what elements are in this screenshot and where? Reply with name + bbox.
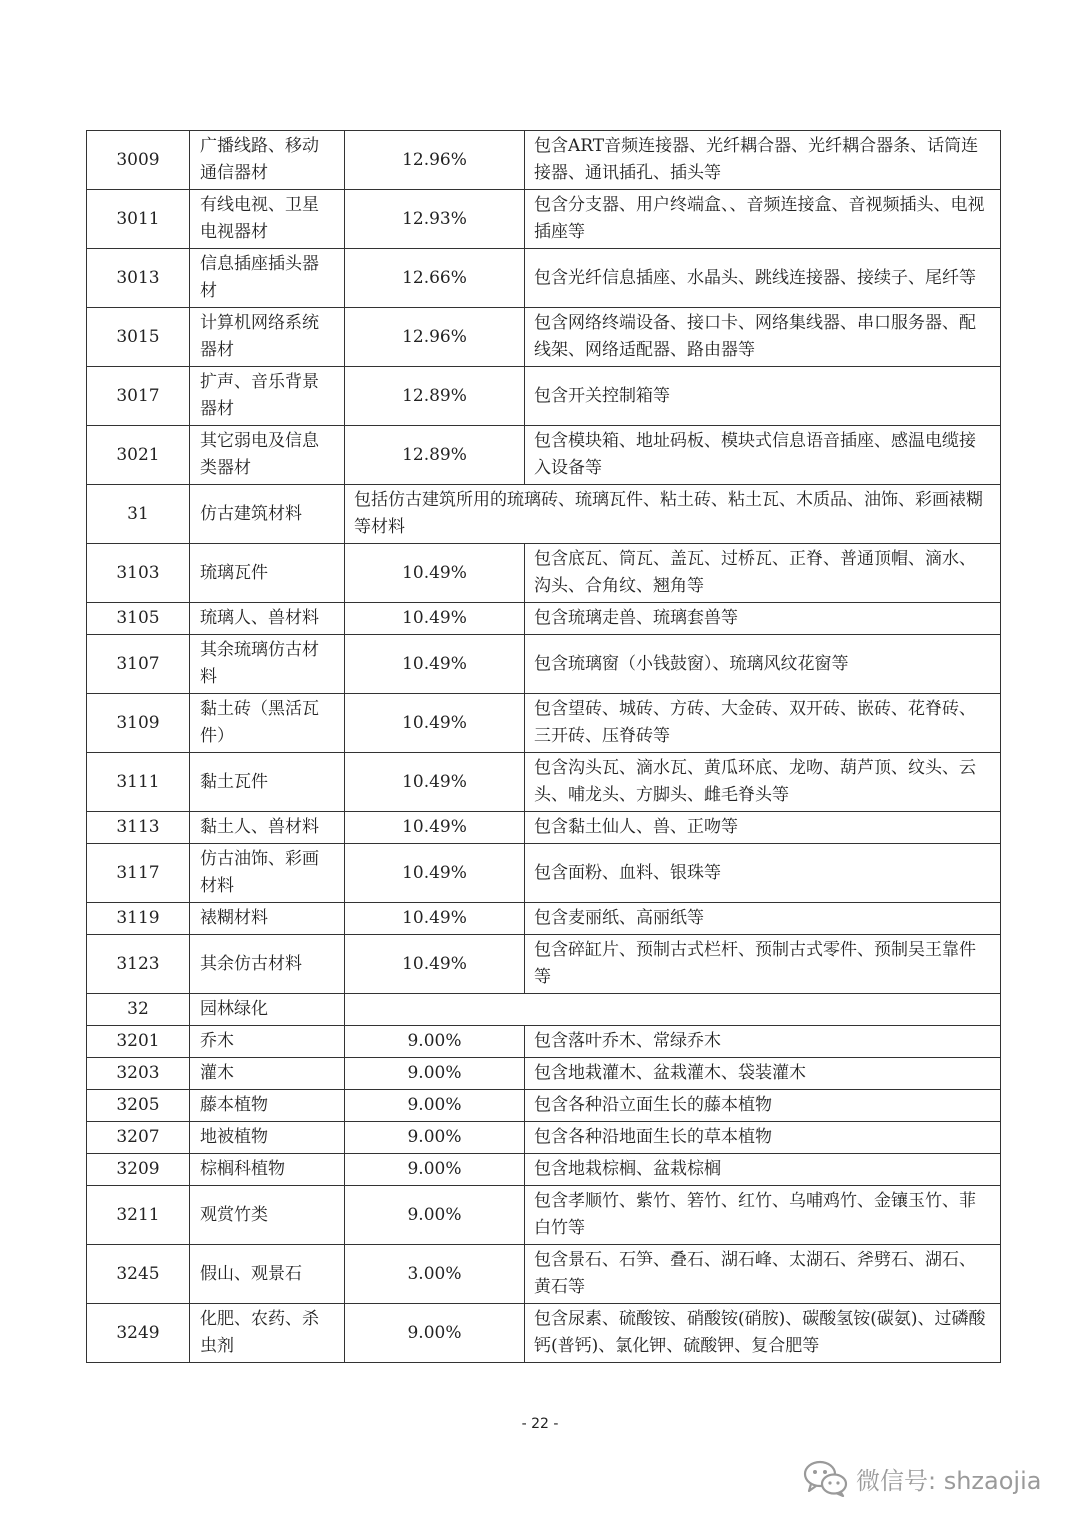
table-row — [87, 1245, 1001, 1304]
description-cell: 包含景石、石笋、叠石、湖石峰、太湖石、斧劈石、湖石、黄石等 — [525, 1245, 1001, 1304]
code-cell: 3119 — [87, 903, 190, 935]
rate-cell: 9.00% — [345, 1154, 525, 1186]
table-row — [87, 308, 1001, 367]
name-cell: 化肥、农药、杀虫剂 — [190, 1304, 345, 1363]
wechat-icon — [802, 1459, 848, 1497]
description-cell: 包含沟头瓦、滴水瓦、黄瓜环底、龙吻、葫芦顶、纹头、云头、哺龙头、方脚头、雌毛脊头等 — [525, 753, 1001, 812]
rate-cell: 9.00% — [345, 1186, 525, 1245]
section-row — [87, 994, 1001, 1026]
description-cell: 包含望砖、城砖、方砖、大金砖、双开砖、嵌砖、花脊砖、三开砖、压脊砖等 — [525, 694, 1001, 753]
rate-cell: 10.49% — [345, 603, 525, 635]
code-cell: 3209 — [87, 1154, 190, 1186]
description-cell: 包含面粉、血料、银珠等 — [525, 844, 1001, 903]
rate-cell: 12.96% — [345, 308, 525, 367]
rate-cell: 10.49% — [345, 903, 525, 935]
name-cell: 扩声、音乐背景器材 — [190, 367, 345, 426]
table-row — [87, 635, 1001, 694]
description-cell: 包含琉璃窗（小钱鼓窗）、琉璃风纹花窗等 — [525, 635, 1001, 694]
name-cell: 园林绿化 — [190, 994, 345, 1026]
code-cell: 3249 — [87, 1304, 190, 1363]
name-cell: 黏土瓦件 — [190, 753, 345, 812]
description-cell: 包含落叶乔木、常绿乔木 — [525, 1026, 1001, 1058]
description-cell: 包含各种沿立面生长的藤本植物 — [525, 1090, 1001, 1122]
table-row — [87, 1154, 1001, 1186]
code-cell: 3111 — [87, 753, 190, 812]
table-row — [87, 131, 1001, 190]
table-row — [87, 1304, 1001, 1363]
page-number: - 22 - — [521, 1416, 559, 1432]
name-cell: 计算机网络系统器材 — [190, 308, 345, 367]
description-cell: 包含光纤信息插座、水晶头、跳线连接器、接续子、尾纤等 — [525, 249, 1001, 308]
rate-cell: 10.49% — [345, 635, 525, 694]
code-cell: 32 — [87, 994, 190, 1026]
rate-cell: 9.00% — [345, 1304, 525, 1363]
table-row — [87, 935, 1001, 994]
watermark-text: 微信号: shzaojia — [856, 1466, 1042, 1495]
code-cell: 3245 — [87, 1245, 190, 1304]
table-row — [87, 544, 1001, 603]
name-cell: 有线电视、卫星电视器材 — [190, 190, 345, 249]
code-cell: 3009 — [87, 131, 190, 190]
name-cell: 裱糊材料 — [190, 903, 345, 935]
table-row — [87, 903, 1001, 935]
code-cell: 3017 — [87, 367, 190, 426]
code-cell: 3201 — [87, 1026, 190, 1058]
code-cell: 3015 — [87, 308, 190, 367]
rate-cell: 3.00% — [345, 1245, 525, 1304]
code-cell: 3011 — [87, 190, 190, 249]
description-cell: 包含琉璃走兽、琉璃套兽等 — [525, 603, 1001, 635]
description-cell: 包含ART音频连接器、光纤耦合器、光纤耦合器条、话筒连接器、通讯插孔、插头等 — [525, 131, 1001, 190]
code-cell: 3109 — [87, 694, 190, 753]
rate-cell: 10.49% — [345, 753, 525, 812]
code-cell: 3103 — [87, 544, 190, 603]
description-cell: 包含网络终端设备、接口卡、网络集线器、串口服务器、配线架、网络适配器、路由器等 — [525, 308, 1001, 367]
rate-cell: 9.00% — [345, 1026, 525, 1058]
code-cell: 3203 — [87, 1058, 190, 1090]
code-cell: 3105 — [87, 603, 190, 635]
name-cell: 棕榈科植物 — [190, 1154, 345, 1186]
description-cell: 包含模块箱、地址码板、模块式信息语音插座、感温电缆接入设备等 — [525, 426, 1001, 485]
code-cell: 31 — [87, 485, 190, 544]
name-cell: 其它弱电及信息类器材 — [190, 426, 345, 485]
code-cell: 3207 — [87, 1122, 190, 1154]
section-row — [87, 485, 1001, 544]
description-cell: 包含分支器、用户终端盒、、音频连接盒、音视频插头、电视插座等 — [525, 190, 1001, 249]
table-row — [87, 249, 1001, 308]
rate-cell: 10.49% — [345, 844, 525, 903]
name-cell: 黏土人、兽材料 — [190, 812, 345, 844]
code-cell: 3113 — [87, 812, 190, 844]
description-cell: 包含底瓦、筒瓦、盖瓦、过桥瓦、正脊、普通顶帽、滴水、沟头、合角纹、翘角等 — [525, 544, 1001, 603]
name-cell: 仿古油饰、彩画材料 — [190, 844, 345, 903]
description-cell: 包含尿素、硫酸铵、硝酸铵(硝胺)、碳酸氢铵(碳氨)、过磷酸钙(普钙)、氯化钾、硫酸钾、复合肥等 — [525, 1304, 1001, 1363]
name-cell: 观赏竹类 — [190, 1186, 345, 1245]
description-cell: 包含各种沿地面生长的草本植物 — [525, 1122, 1001, 1154]
rate-cell: 12.89% — [345, 426, 525, 485]
rate-cell: 10.49% — [345, 694, 525, 753]
name-cell: 信息插座插头器材 — [190, 249, 345, 308]
table-row — [87, 1026, 1001, 1058]
table-row — [87, 694, 1001, 753]
table-row — [87, 603, 1001, 635]
name-cell: 琉璃人、兽材料 — [190, 603, 345, 635]
table-row — [87, 1090, 1001, 1122]
rate-cell: 9.00% — [345, 1090, 525, 1122]
table-row — [87, 844, 1001, 903]
name-cell: 广播线路、移动通信器材 — [190, 131, 345, 190]
table-row — [87, 1122, 1001, 1154]
description-cell: 包含孝顺竹、紫竹、箬竹、红竹、乌哺鸡竹、金镶玉竹、菲白竹等 — [525, 1186, 1001, 1245]
rate-cell: 10.49% — [345, 812, 525, 844]
code-cell: 3211 — [87, 1186, 190, 1245]
rate-cell: 12.96% — [345, 131, 525, 190]
code-cell: 3107 — [87, 635, 190, 694]
name-cell: 地被植物 — [190, 1122, 345, 1154]
code-cell: 3117 — [87, 844, 190, 903]
description-cell: 包含麦丽纸、高丽纸等 — [525, 903, 1001, 935]
name-cell: 琉璃瓦件 — [190, 544, 345, 603]
table-row — [87, 190, 1001, 249]
rate-cell: 12.93% — [345, 190, 525, 249]
section-description-cell — [345, 994, 1001, 1026]
name-cell: 乔木 — [190, 1026, 345, 1058]
description-cell: 包含地栽灌木、盆栽灌木、袋装灌木 — [525, 1058, 1001, 1090]
table-row — [87, 812, 1001, 844]
table-body — [87, 131, 1001, 1363]
table-row — [87, 753, 1001, 812]
rate-cell: 12.89% — [345, 367, 525, 426]
rate-cell: 10.49% — [345, 544, 525, 603]
name-cell: 其余仿古材料 — [190, 935, 345, 994]
rate-cell: 9.00% — [345, 1122, 525, 1154]
section-description-cell: 包括仿古建筑所用的琉璃砖、琉璃瓦件、粘土砖、粘土瓦、木质品、油饰、彩画裱糊等材料 — [345, 485, 1001, 544]
name-cell: 假山、观景石 — [190, 1245, 345, 1304]
table-row — [87, 1058, 1001, 1090]
name-cell: 灌木 — [190, 1058, 345, 1090]
table-row — [87, 367, 1001, 426]
name-cell: 藤本植物 — [190, 1090, 345, 1122]
rate-cell: 10.49% — [345, 935, 525, 994]
table-row — [87, 1186, 1001, 1245]
code-cell: 3021 — [87, 426, 190, 485]
materials-table — [86, 130, 1001, 1363]
watermark — [802, 1458, 1041, 1498]
description-cell: 包含黏土仙人、兽、正吻等 — [525, 812, 1001, 844]
name-cell: 其余琉璃仿古材料 — [190, 635, 345, 694]
code-cell: 3123 — [87, 935, 190, 994]
code-cell: 3205 — [87, 1090, 190, 1122]
rate-cell: 9.00% — [345, 1058, 525, 1090]
rate-cell: 12.66% — [345, 249, 525, 308]
description-cell: 包含碎缸片、预制古式栏杆、预制古式零件、预制吴王靠件等 — [525, 935, 1001, 994]
code-cell: 3013 — [87, 249, 190, 308]
name-cell: 黏土砖（黑活瓦件） — [190, 694, 345, 753]
description-cell: 包含地栽棕榈、盆栽棕榈 — [525, 1154, 1001, 1186]
description-cell: 包含开关控制箱等 — [525, 367, 1001, 426]
table-row — [87, 426, 1001, 485]
name-cell: 仿古建筑材料 — [190, 485, 345, 544]
